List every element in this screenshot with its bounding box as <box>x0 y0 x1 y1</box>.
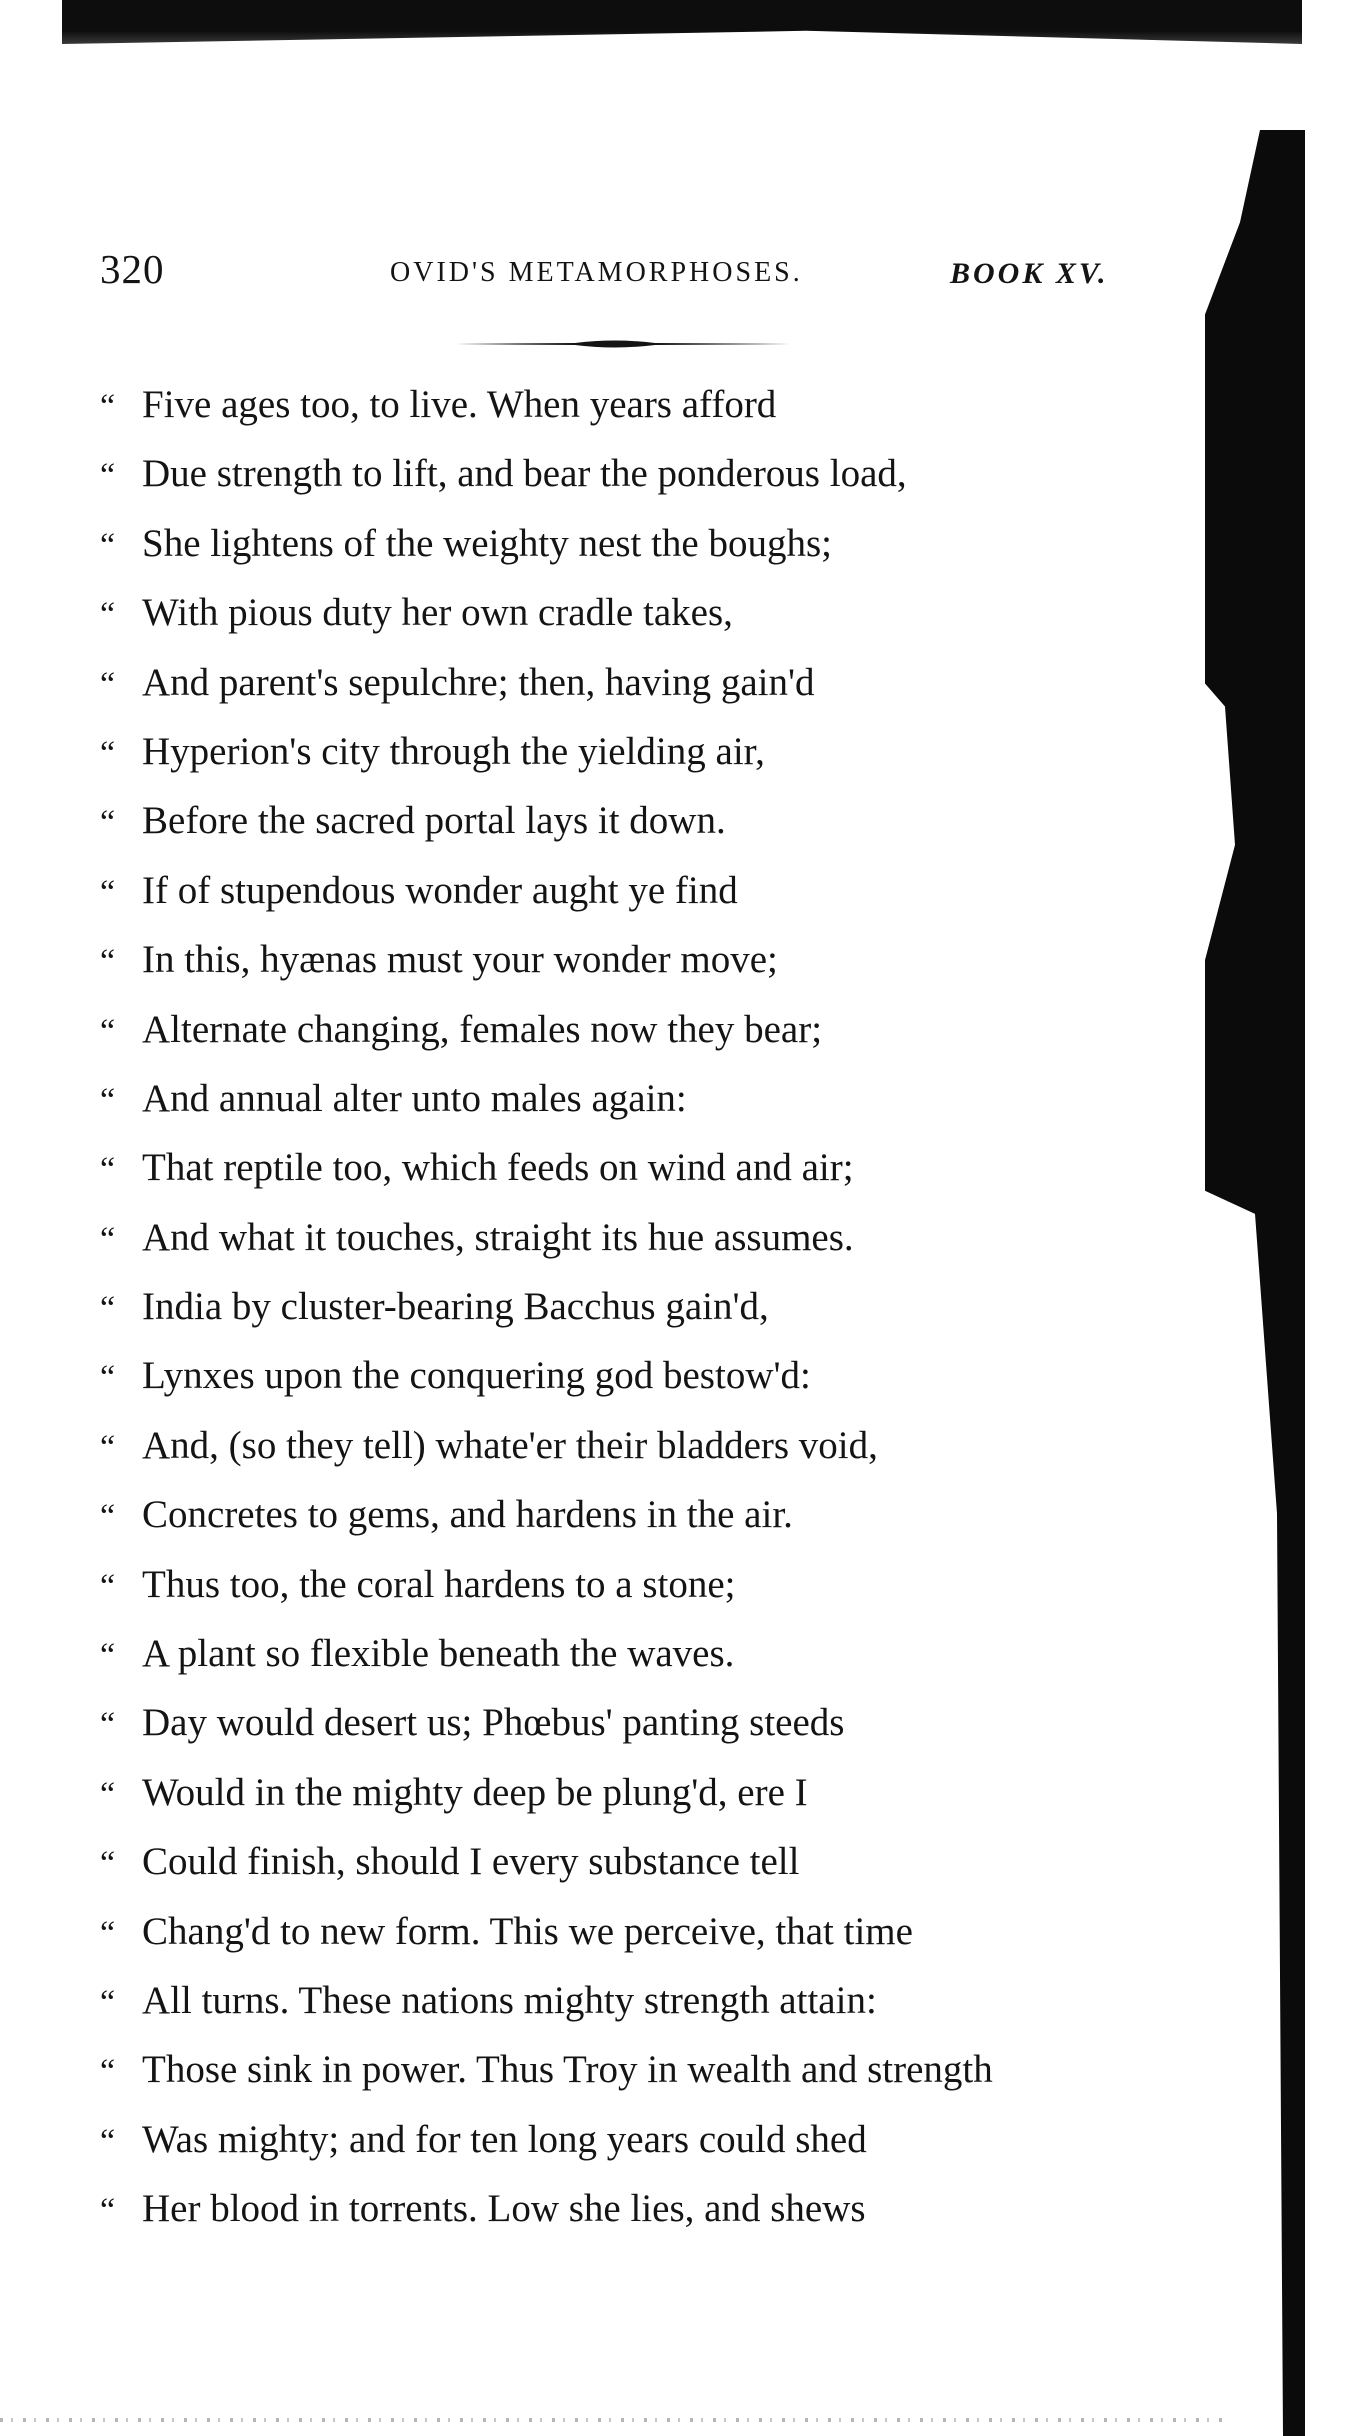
verse-line-text: Day would desert us; Phœbus' panting steeds <box>142 1701 845 1745</box>
opening-quote-mark: “ <box>100 1498 116 1536</box>
verse-line <box>100 1966 1180 2035</box>
opening-quote-mark: “ <box>100 1775 116 1813</box>
verse-line-text: Would in the mighty deep be plung'd, ere I <box>142 1770 808 1814</box>
verse-line-text: Before the sacred portal lays it down. <box>142 799 726 843</box>
verse-line <box>100 786 1180 855</box>
verse-line-text: And annual alter unto males again: <box>142 1076 687 1120</box>
verse-line <box>100 509 1180 578</box>
opening-quote-mark: “ <box>100 1567 116 1605</box>
verse-line <box>100 995 1180 1064</box>
verse-line <box>100 2035 1180 2104</box>
header-rule-ornament <box>455 337 790 351</box>
opening-quote-mark: “ <box>100 943 116 981</box>
verse-line-text: She lightens of the weighty nest the boughs; <box>142 521 833 565</box>
verse-line <box>100 1133 1180 1202</box>
opening-quote-mark: “ <box>100 2192 116 2230</box>
verse-line-text: Was mighty; and for ten long years could shed <box>142 2117 867 2161</box>
verse-line-text: And what it touches, straight its hue assumes. <box>142 1215 854 1259</box>
verse-line-text: Hyperion's city through the yielding air, <box>142 729 765 773</box>
verse-line <box>100 925 1180 994</box>
opening-quote-mark: “ <box>100 1428 116 1466</box>
scan-right-edge <box>1205 130 1305 2436</box>
opening-quote-mark: “ <box>100 1637 116 1675</box>
verse-line-text: And, (so they tell) whate'er their bladders void, <box>142 1423 878 1467</box>
verse-line-text: If of stupendous wonder aught ye find <box>142 868 738 912</box>
verse-line <box>100 370 1180 439</box>
opening-quote-mark: “ <box>100 1914 116 1952</box>
verse-line <box>100 1480 1180 1549</box>
verse-line-text: Those sink in power. Thus Troy in wealth and strength <box>142 2048 993 2092</box>
verse-line-text: In this, hyænas must your wonder move; <box>142 938 778 982</box>
opening-quote-mark: “ <box>100 1151 116 1189</box>
verse-line-text: Her blood in torrents. Low she lies, and shews <box>142 2187 866 2231</box>
verse-line <box>100 1758 1180 1827</box>
opening-quote-mark: “ <box>100 1359 116 1397</box>
opening-quote-mark: “ <box>100 526 116 564</box>
verse-line <box>100 717 1180 786</box>
opening-quote-mark: “ <box>100 1845 116 1883</box>
opening-quote-mark: “ <box>100 1706 116 1744</box>
opening-quote-mark: “ <box>100 873 116 911</box>
verse-line <box>100 1897 1180 1966</box>
opening-quote-mark: “ <box>100 457 116 495</box>
verse-line-text: Chang'd to new form. This we perceive, that time <box>142 1909 913 1953</box>
verse-line-text: Alternate changing, females now they bear; <box>142 1007 823 1051</box>
verse-line <box>100 439 1180 508</box>
verse-line-text: Concretes to gems, and hardens in the air. <box>142 1493 793 1537</box>
verse-line-text: Five ages too, to live. When years afford <box>142 383 777 426</box>
verse-block <box>100 370 1180 2244</box>
verse-line-text: Could finish, should I every substance tell <box>142 1840 800 1884</box>
scan-bottom-noise <box>0 2418 1230 2422</box>
running-header <box>100 245 1130 305</box>
verse-line-text: And parent's sepulchre; then, having gain'd <box>142 660 815 704</box>
opening-quote-mark: “ <box>100 388 116 425</box>
verse-line-text: With pious duty her own cradle takes, <box>142 591 733 635</box>
opening-quote-mark: “ <box>100 804 116 842</box>
opening-quote-mark: “ <box>100 1290 116 1328</box>
opening-quote-mark: “ <box>100 1081 116 1119</box>
verse-line-text: That reptile too, which feeds on wind and air; <box>142 1146 854 1190</box>
scan-top-edge <box>62 0 1302 44</box>
verse-line <box>100 1827 1180 1896</box>
verse-line <box>100 1064 1180 1133</box>
verse-line <box>100 2174 1180 2243</box>
opening-quote-mark: “ <box>100 2053 116 2091</box>
opening-quote-mark: “ <box>100 1220 116 1258</box>
opening-quote-mark: “ <box>100 1983 116 2021</box>
verse-line <box>100 648 1180 717</box>
opening-quote-mark: “ <box>100 665 116 703</box>
verse-line-text: A plant so flexible beneath the waves. <box>142 1632 735 1676</box>
verse-line-text: India by cluster-bearing Bacchus gain'd, <box>142 1285 769 1329</box>
verse-line <box>100 1272 1180 1341</box>
opening-quote-mark: “ <box>100 2122 116 2160</box>
opening-quote-mark: “ <box>100 734 116 772</box>
verse-line-text: Due strength to lift, and bear the ponderous load, <box>142 452 907 496</box>
verse-line <box>100 2105 1180 2174</box>
verse-line <box>100 1550 1180 1619</box>
verse-line <box>100 1619 1180 1688</box>
book-label: BOOK XV. <box>950 257 1109 290</box>
verse-line <box>100 856 1180 925</box>
verse-line <box>100 1341 1180 1410</box>
opening-quote-mark: “ <box>100 596 116 634</box>
verse-line <box>100 1688 1180 1757</box>
verse-line <box>100 1411 1180 1480</box>
opening-quote-mark: “ <box>100 1012 116 1050</box>
verse-line <box>100 578 1180 647</box>
running-title: OVID'S METAMORPHOSES. <box>390 257 803 288</box>
verse-line-text: All turns. These nations mighty strength attain: <box>142 1978 877 2022</box>
verse-line-text: Thus too, the coral hardens to a stone; <box>142 1562 736 1606</box>
verse-line-text: Lynxes upon the conquering god bestow'd: <box>142 1354 811 1398</box>
verse-line <box>100 1203 1180 1272</box>
page-number: 320 <box>100 246 165 292</box>
